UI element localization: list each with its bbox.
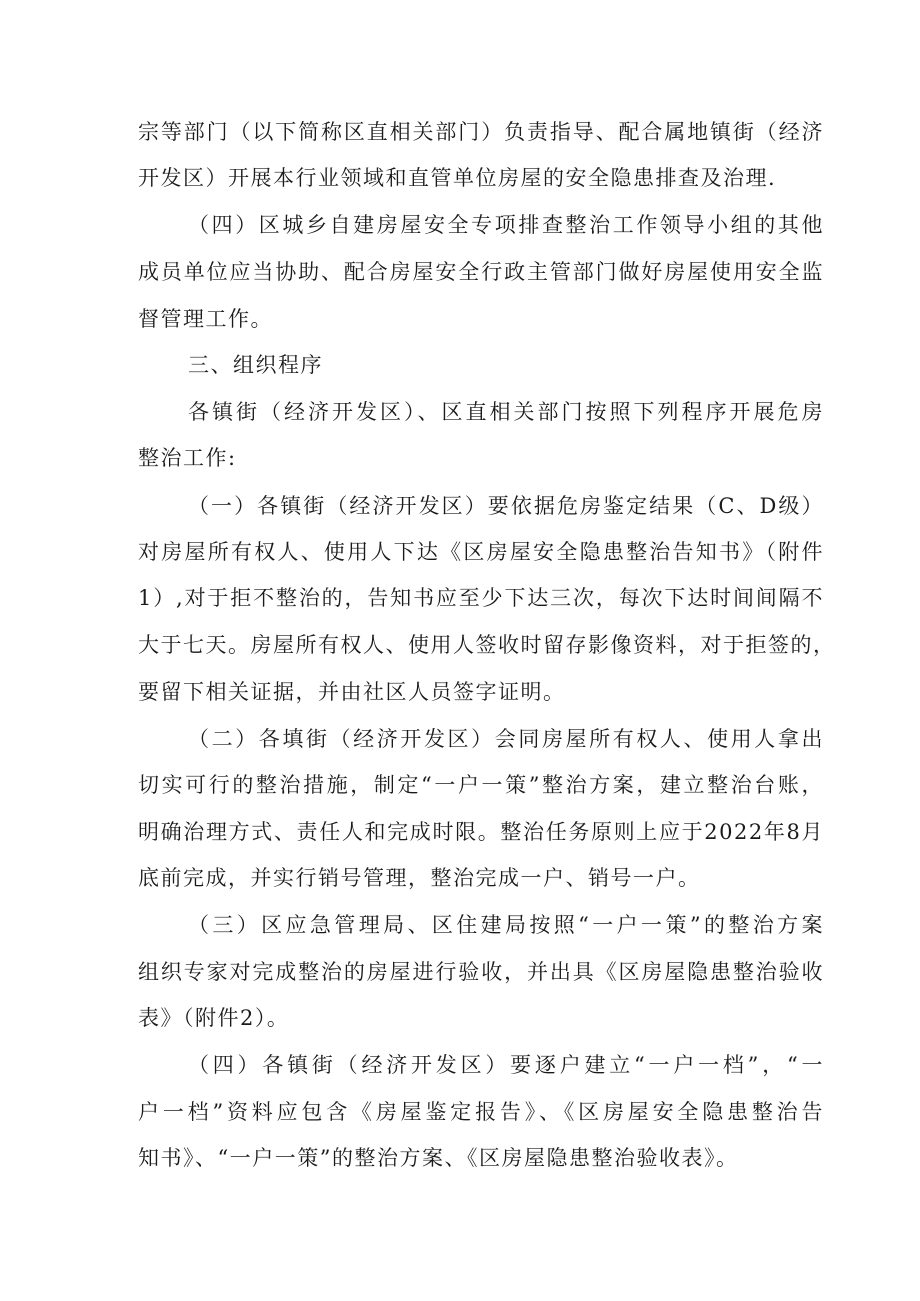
text-line: （一）各镇街（经济开发区）要依据危房鉴定结果（C、D级） bbox=[188, 494, 824, 518]
text-line: 要留下相关证据，并由社区人员签字证明。 bbox=[138, 680, 566, 704]
text-line: 组织专家对完成整治的房屋进行验收，并出具《区房屋隐患整治验收 bbox=[138, 960, 824, 984]
text-line: 成员单位应当协助、配合房屋安全行政主管部门做好房屋使用安全监 bbox=[138, 260, 824, 284]
text-line: 大于七天。房屋所有权人、使用人签收时留存影像资料，对于拒签的， bbox=[138, 633, 836, 657]
text-line: 宗等部门（以下简称区直相关部门）负责指导、配合属地镇街（经济 bbox=[138, 120, 824, 144]
text-line: 表》（附件2）。 bbox=[138, 1006, 290, 1030]
text-line: 切实可行的整治措施，制定“一户一策”整治方案，建立整治台账， bbox=[138, 773, 824, 797]
text-line: 督管理工作。 bbox=[138, 307, 273, 331]
text-line: 1）,对于拒不整治的，告知书应至少下达三次，每次下达时间间隔不 bbox=[138, 586, 824, 610]
text-line: （四）各镇街（经济开发区）要逐户建立“一户一档”，“一 bbox=[188, 1053, 824, 1077]
text-line: 知书》、“一户一策”的整治方案、《区房屋隐患整治验收表》。 bbox=[138, 1146, 739, 1170]
section-heading: 三、组织程序 bbox=[188, 353, 323, 377]
text-line: 户一档”资料应包含《房屋鉴定报告》、《区房屋安全隐患整治告 bbox=[138, 1100, 824, 1124]
text-line: 明确治理方式、责任人和完成时限。整治任务原则上应于2022年8月 bbox=[138, 820, 824, 844]
text-line: 整治工作: bbox=[138, 446, 237, 470]
text-line: 底前完成，并实行销号管理，整治完成一户、销号一户。 bbox=[138, 866, 701, 890]
text-line: 对房屋所有权人、使用人下达《区房屋安全隐患整治告知书》（附件 bbox=[138, 540, 824, 564]
text-line: 各镇街（经济开发区）、区直相关部门按照下列程序开展危房 bbox=[188, 400, 824, 424]
text-line: （二）各填街（经济开发区）会同房屋所有权人、使用人拿出 bbox=[188, 727, 824, 751]
text-line: 开发区）开展本行业领域和直管单位房屋的安全隐患排查及治理. bbox=[138, 166, 777, 190]
text-line: （三）区应急管理局、区住建局按照“一户一策”的整治方案 bbox=[188, 913, 824, 937]
text-line: （四）区城乡自建房屋安全专项排查整治工作领导小组的其他 bbox=[188, 213, 824, 237]
